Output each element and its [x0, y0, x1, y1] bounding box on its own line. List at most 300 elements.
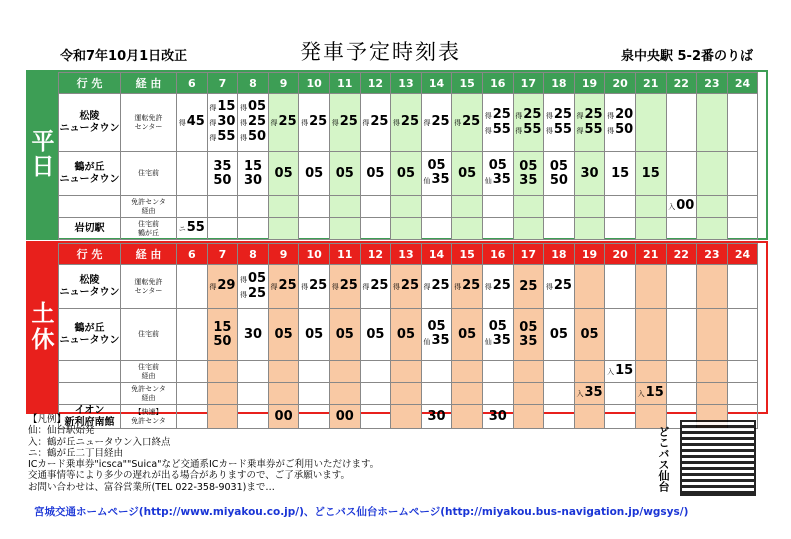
departure-time: 得29 [209, 278, 236, 293]
timetable-row [59, 218, 758, 240]
hour-header: 15 [452, 73, 483, 94]
departure-cell [238, 94, 269, 152]
departure-cell [666, 309, 697, 361]
departure-time: 仙35 [484, 333, 511, 348]
departure-cell [238, 383, 269, 405]
holiday-label [28, 243, 58, 412]
departure-time: 05 [519, 158, 538, 174]
hour-header: 9 [268, 73, 299, 94]
departure-time: 得25 [484, 106, 511, 122]
departure-cell [605, 152, 636, 196]
departure-time: 30 [488, 408, 507, 424]
departure-cell [329, 309, 360, 361]
departure-cell [391, 196, 422, 218]
timetable-row [59, 309, 758, 361]
hour-header: 24 [727, 244, 758, 265]
row-destination [59, 361, 121, 383]
hour-header: 14 [421, 244, 452, 265]
departure-time: 00 [274, 408, 293, 424]
departure-cell [513, 218, 544, 240]
timetable-row [59, 361, 758, 383]
row-route: 【快速】 免許センタ [121, 405, 177, 429]
departure-time: 得50 [607, 121, 634, 137]
row-route: 運転免許 センター [121, 265, 177, 309]
departure-time: 得25 [362, 114, 389, 129]
departure-time: 35 [213, 158, 232, 174]
holiday-timetable [58, 243, 758, 429]
departure-cell [513, 361, 544, 383]
departure-cell [391, 361, 422, 383]
departure-cell [727, 196, 758, 218]
departure-cell [421, 405, 452, 429]
departure-time: 05 [488, 158, 507, 173]
departure-cell [574, 405, 605, 429]
departure-time: 得25 [545, 106, 572, 122]
hour-header: 10 [299, 73, 330, 94]
via-header: 経 由 [121, 244, 177, 265]
departure-time: 得25 [392, 114, 419, 129]
row-destination: 松陵 ニュータウン [59, 265, 121, 309]
hour-header: 11 [329, 73, 360, 94]
row-destination: 鶴が丘 ニュータウン [59, 152, 121, 196]
departure-cell [727, 361, 758, 383]
departure-time: 25 [519, 278, 538, 294]
departure-cell [697, 309, 728, 361]
departure-time: 15 [611, 165, 630, 181]
departure-time: 得25 [454, 114, 481, 129]
departure-cell [299, 94, 330, 152]
hour-header: 6 [177, 244, 208, 265]
departure-cell [482, 361, 513, 383]
timetable-row [59, 196, 758, 218]
departure-cell [574, 309, 605, 361]
departure-cell [360, 383, 391, 405]
departure-cell [421, 196, 452, 218]
departure-time: 05 [427, 158, 446, 173]
revision-date: 令和7年10月1日改正 [60, 49, 188, 64]
departure-cell [697, 383, 728, 405]
departure-cell [391, 152, 422, 196]
hour-header: 17 [513, 73, 544, 94]
departure-cell [391, 383, 422, 405]
departure-time: 05 [458, 326, 477, 342]
departure-cell [391, 94, 422, 152]
departure-cell [452, 218, 483, 240]
stop-name: 泉中央駅 5-2番のりば [620, 49, 753, 64]
row-route: 免許センタ 経由 [121, 196, 177, 218]
row-destination: イオン 新利府南館 [59, 405, 121, 429]
departure-time: ニ55 [178, 220, 205, 235]
departure-time: 得25 [331, 278, 358, 293]
departure-cell [544, 265, 575, 309]
departure-cell [268, 196, 299, 218]
note-line: 交通事情等により多少の遅れが出る場合がありますので、ご了承願います。 [28, 470, 351, 482]
departure-cell [238, 218, 269, 240]
departure-cell [238, 196, 269, 218]
row-route: 住宅前 [121, 309, 177, 361]
departure-time: 05 [274, 165, 293, 181]
departure-cell [482, 383, 513, 405]
departure-cell [697, 152, 728, 196]
departure-time: 05 [396, 326, 415, 342]
departure-cell [482, 218, 513, 240]
departure-cell [727, 383, 758, 405]
hour-header: 23 [697, 73, 728, 94]
departure-time: 00 [335, 408, 354, 424]
departure-time: 05 [519, 319, 538, 335]
departure-cell [391, 218, 422, 240]
departure-time: 30 [427, 408, 446, 424]
hour-header: 21 [635, 244, 666, 265]
departure-cell [452, 309, 483, 361]
departure-time: 得55 [209, 129, 236, 144]
note-line: お問い合わせは、富谷営業所(TEL 022-358-9031)まで… [28, 481, 275, 493]
departure-time: 得25 [576, 106, 603, 122]
departure-cell [727, 152, 758, 196]
departure-time: 得55 [515, 121, 542, 137]
departure-cell [452, 265, 483, 309]
departure-cell [299, 361, 330, 383]
hour-header: 20 [605, 244, 636, 265]
departure-cell [513, 405, 544, 429]
weekday-section [26, 70, 768, 240]
departure-cell [452, 405, 483, 429]
departure-time: 05 [549, 326, 568, 342]
departure-cell [329, 152, 360, 196]
departure-cell [605, 265, 636, 309]
departure-cell [452, 383, 483, 405]
hour-header: 21 [635, 73, 666, 94]
departure-cell [329, 383, 360, 405]
hour-header: 13 [391, 244, 422, 265]
departure-time: 50 [213, 172, 232, 188]
departure-cell [697, 94, 728, 152]
departure-time: 35 [519, 172, 538, 188]
departure-cell [421, 265, 452, 309]
hour-header: 23 [697, 244, 728, 265]
legend-notes [28, 414, 379, 493]
departure-time: 得25 [270, 114, 297, 129]
departure-cell [329, 196, 360, 218]
departure-time: 入35 [576, 385, 603, 400]
departure-cell [697, 196, 728, 218]
departure-cell [421, 218, 452, 240]
departure-cell [421, 309, 452, 361]
departure-cell [360, 309, 391, 361]
departure-time: 得55 [484, 121, 511, 137]
departure-cell [329, 361, 360, 383]
departure-cell [727, 309, 758, 361]
departure-cell [482, 265, 513, 309]
departure-time: 得25 [301, 114, 328, 129]
hour-header: 18 [544, 73, 575, 94]
departure-cell [727, 94, 758, 152]
departure-time: 05 [549, 158, 568, 174]
hour-header: 22 [666, 244, 697, 265]
section-label-char: 土 [31, 301, 55, 328]
departure-cell [666, 383, 697, 405]
departure-cell [544, 152, 575, 196]
qr-caption: どこバス仙台 [657, 426, 670, 492]
departure-cell [299, 152, 330, 196]
departure-cell [635, 405, 666, 429]
departure-time: 50 [213, 333, 232, 349]
departure-cell [177, 383, 208, 405]
qr-code-icon[interactable] [680, 420, 756, 496]
row-destination [59, 383, 121, 405]
departure-cell [177, 152, 208, 196]
departure-time: 得25 [301, 278, 328, 293]
departure-cell [177, 361, 208, 383]
departure-cell [299, 309, 330, 361]
departure-time: 得20 [607, 106, 634, 122]
departure-time: 15 [243, 158, 263, 174]
departure-cell [391, 405, 422, 429]
departure-cell [207, 152, 238, 196]
departure-cell [513, 265, 544, 309]
departure-time: 得25 [515, 106, 542, 122]
departure-cell [605, 383, 636, 405]
departure-time: 仙35 [484, 172, 511, 187]
departure-time: 30 [580, 165, 599, 181]
departure-cell [513, 152, 544, 196]
departure-cell [238, 309, 269, 361]
hour-header: 14 [421, 73, 452, 94]
departure-cell [666, 218, 697, 240]
departure-cell [635, 94, 666, 152]
row-destination: 鶴が丘 ニュータウン [59, 309, 121, 361]
hour-header: 17 [513, 244, 544, 265]
departure-cell [697, 218, 728, 240]
departure-cell [666, 361, 697, 383]
departure-time: 得55 [545, 121, 572, 137]
departure-cell [635, 196, 666, 218]
departure-cell [544, 196, 575, 218]
departure-time: 得30 [209, 114, 236, 129]
hour-header: 19 [574, 73, 605, 94]
departure-cell [574, 196, 605, 218]
departure-cell [482, 94, 513, 152]
page-title: 発車予定時刻表 [300, 40, 461, 64]
note-line: 入：鶴が丘ニュータウン入口終点 [28, 436, 171, 448]
departure-cell [727, 265, 758, 309]
departure-cell [207, 218, 238, 240]
departure-time: 15 [213, 319, 232, 335]
hour-header: 20 [605, 73, 636, 94]
departure-time: 30 [243, 172, 263, 188]
departure-cell [482, 196, 513, 218]
departure-cell [421, 383, 452, 405]
website-links[interactable]: 宮城交通ホームページ(http://www.miyakou.co.jp/)、どこバス仙台ホームページ(http://miyakou.bus-navigation.jp/wgsys/) [34, 506, 689, 518]
departure-cell [513, 196, 544, 218]
hour-header: 15 [452, 244, 483, 265]
departure-cell [666, 94, 697, 152]
departure-cell [391, 265, 422, 309]
departure-time: 仙35 [423, 333, 450, 348]
hour-header: 8 [238, 73, 269, 94]
section-label-char: 平 [31, 128, 55, 155]
hour-header: 22 [666, 73, 697, 94]
departure-cell [177, 309, 208, 361]
timetable-row [59, 152, 758, 196]
departure-cell [666, 265, 697, 309]
hour-header: 6 [177, 73, 208, 94]
departure-cell [299, 383, 330, 405]
row-route: 住宅前 鶴が丘 [121, 218, 177, 240]
hour-header: 12 [360, 73, 391, 94]
departure-cell [207, 265, 238, 309]
departure-cell [544, 405, 575, 429]
departure-cell [513, 94, 544, 152]
departure-cell [635, 361, 666, 383]
departure-cell [574, 361, 605, 383]
departure-cell [605, 361, 636, 383]
row-route: 住宅前 [121, 152, 177, 196]
departure-cell [544, 383, 575, 405]
departure-time: 得25 [454, 278, 481, 293]
hour-header: 13 [391, 73, 422, 94]
departure-cell [421, 152, 452, 196]
departure-cell [238, 265, 269, 309]
departure-cell [605, 309, 636, 361]
departure-cell [544, 94, 575, 152]
hour-header: 24 [727, 73, 758, 94]
note-line: ニ：鶴が丘二丁目経由 [28, 447, 124, 459]
departure-time: 入00 [668, 198, 695, 213]
row-destination [59, 196, 121, 218]
page-header [0, 0, 791, 70]
hour-header: 9 [268, 244, 299, 265]
departure-cell [268, 94, 299, 152]
departure-time: 得25 [270, 278, 297, 293]
departure-time: 得05 [239, 270, 267, 286]
hour-header: 18 [544, 244, 575, 265]
departure-time: 得05 [239, 99, 267, 114]
departure-cell [238, 361, 269, 383]
departure-time: 05 [580, 326, 599, 342]
section-label-char: 休 [31, 326, 55, 353]
departure-time: 得45 [178, 114, 205, 129]
departure-time: 得25 [545, 278, 572, 293]
departure-cell [360, 361, 391, 383]
timetable-row [59, 265, 758, 309]
departure-cell [421, 94, 452, 152]
departure-cell [360, 265, 391, 309]
departure-time: 05 [366, 165, 385, 181]
departure-cell [452, 152, 483, 196]
departure-cell [177, 218, 208, 240]
departure-cell [605, 218, 636, 240]
departure-time: 05 [396, 165, 415, 181]
departure-cell [360, 218, 391, 240]
departure-time: 得25 [423, 114, 450, 129]
departure-cell [329, 94, 360, 152]
departure-cell [635, 265, 666, 309]
departure-time: 05 [366, 326, 385, 342]
departure-time: 05 [274, 326, 293, 342]
departure-cell [452, 361, 483, 383]
departure-cell [177, 196, 208, 218]
departure-cell [574, 94, 605, 152]
dest-header: 行 先 [59, 73, 121, 94]
departure-cell [391, 309, 422, 361]
timetable-row [59, 383, 758, 405]
departure-time: 得50 [239, 129, 267, 144]
departure-time: 05 [335, 326, 354, 342]
departure-time: 入15 [607, 363, 634, 378]
departure-time: 得25 [484, 278, 511, 293]
departure-time: 35 [519, 333, 538, 349]
departure-time: 得55 [576, 121, 603, 137]
row-destination: 松陵 ニュータウン [59, 94, 121, 152]
departure-cell [329, 265, 360, 309]
row-route: 運転免許 センター [121, 94, 177, 152]
departure-time: 30 [243, 326, 263, 342]
hour-header: 7 [207, 73, 238, 94]
departure-cell [605, 94, 636, 152]
departure-time: 得15 [209, 99, 236, 114]
departure-cell [635, 218, 666, 240]
dest-header: 行 先 [59, 244, 121, 265]
departure-cell [482, 309, 513, 361]
departure-cell [574, 218, 605, 240]
section-label-char: 日 [31, 154, 55, 180]
departure-cell [299, 196, 330, 218]
departure-cell [177, 94, 208, 152]
departure-cell [268, 218, 299, 240]
departure-cell [452, 196, 483, 218]
departure-cell [635, 152, 666, 196]
hour-header: 11 [329, 244, 360, 265]
departure-cell [574, 152, 605, 196]
note-line: ICカード乗車券"icsca""Suica"など交通系ICカード乗車券がご利用いただけます。 [28, 459, 380, 471]
departure-cell [299, 265, 330, 309]
departure-time: 得25 [239, 114, 267, 129]
departure-cell [268, 361, 299, 383]
departure-time: 仙35 [423, 172, 450, 187]
departure-cell [605, 196, 636, 218]
departure-cell [452, 94, 483, 152]
departure-cell [513, 383, 544, 405]
departure-cell [268, 265, 299, 309]
departure-time: 15 [641, 165, 660, 181]
departure-cell [207, 94, 238, 152]
weekday-label [28, 72, 58, 238]
departure-time: 得25 [423, 278, 450, 293]
departure-cell [666, 152, 697, 196]
departure-cell [207, 383, 238, 405]
departure-cell [482, 405, 513, 429]
row-route: 免許センタ 経由 [121, 383, 177, 405]
departure-cell [207, 309, 238, 361]
departure-cell [697, 265, 728, 309]
departure-time: 05 [427, 319, 446, 334]
departure-cell [574, 265, 605, 309]
departure-time: 50 [549, 172, 568, 188]
departure-cell [268, 383, 299, 405]
departure-time: 入15 [637, 385, 664, 400]
departure-cell [544, 361, 575, 383]
departure-time: 得25 [331, 114, 358, 129]
hour-header: 7 [207, 244, 238, 265]
hour-header: 16 [482, 73, 513, 94]
departure-cell [360, 196, 391, 218]
departure-time: 得25 [392, 278, 419, 293]
hour-header: 16 [482, 244, 513, 265]
hour-header: 19 [574, 244, 605, 265]
departure-cell [360, 94, 391, 152]
row-route: 住宅前 経由 [121, 361, 177, 383]
